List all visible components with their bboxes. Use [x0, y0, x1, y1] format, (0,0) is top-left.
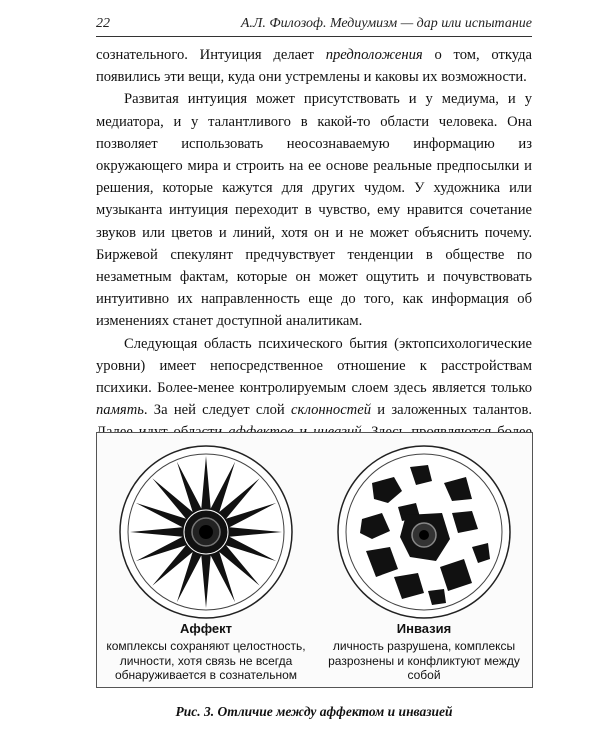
running-title: А.Л. Филозоф. Медиумизм — дар или испытание [240, 16, 532, 31]
invasion-blob-diagram [332, 443, 516, 621]
affect-title: Аффект [179, 621, 233, 636]
paragraph-2: Развитая интуиция может присутствовать и у медиума, и у медиатора, и у талантливого в какой-то области человека. Она позволяет использовать неосознаваемую информацию из окружающего мира и строить на ее основе реальные предпосылки и решения, которые кажутся для других чудом. У художника или музыканта интуиция переходит в чувство, ему нравится сочетание звуков или цветов и линий, хотя он и не может объяснить почему. Биржевой спекулянт предчувствует тенденции в обществе по незаметным фактам, которые он может ощутить и почувствовать интуитивно их направленность еще до того, как информация об изменениях станет доступной аналитикам. [96, 91, 532, 330]
affect-panel [97, 433, 315, 686]
running-header [96, 14, 532, 36]
invasion-description: личность разрушена, комплексы разрознены и конфликтуют между собой [328, 639, 520, 682]
figure-caption: Рис. 3. Отличие между аффектом и инвазией [175, 704, 453, 719]
emphasis-pamyat: память [96, 402, 144, 419]
page-number: 22 [96, 16, 110, 31]
affect-star-diagram [114, 443, 298, 621]
affect-description: комплексы сохраняют целостность, личности, хотя связь не всегда обнаруживается в сознательном [106, 639, 306, 682]
paragraph-3: Следующая область психического бытия (эктопсихологические уровни) имеет непосредственное отношение к расстройствам психики. Более-менее контролируемым слоем здесь является только память. За ней следует слой склонностей и заложенных талантов. [96, 333, 532, 511]
figure-3 [96, 432, 533, 688]
invasion-title: Инвазия [396, 621, 452, 636]
invasion-panel [315, 433, 533, 686]
emphasis-predpolozheniya: предположения [325, 47, 423, 63]
emphasis-sklonnostey: склонностей [290, 402, 371, 419]
header-rule [96, 36, 532, 37]
paragraph-1: сознательного. Интуиция делает предположения о том, откуда появились эти вещи, куда они устремлены и каковы их возможности. [96, 47, 532, 86]
